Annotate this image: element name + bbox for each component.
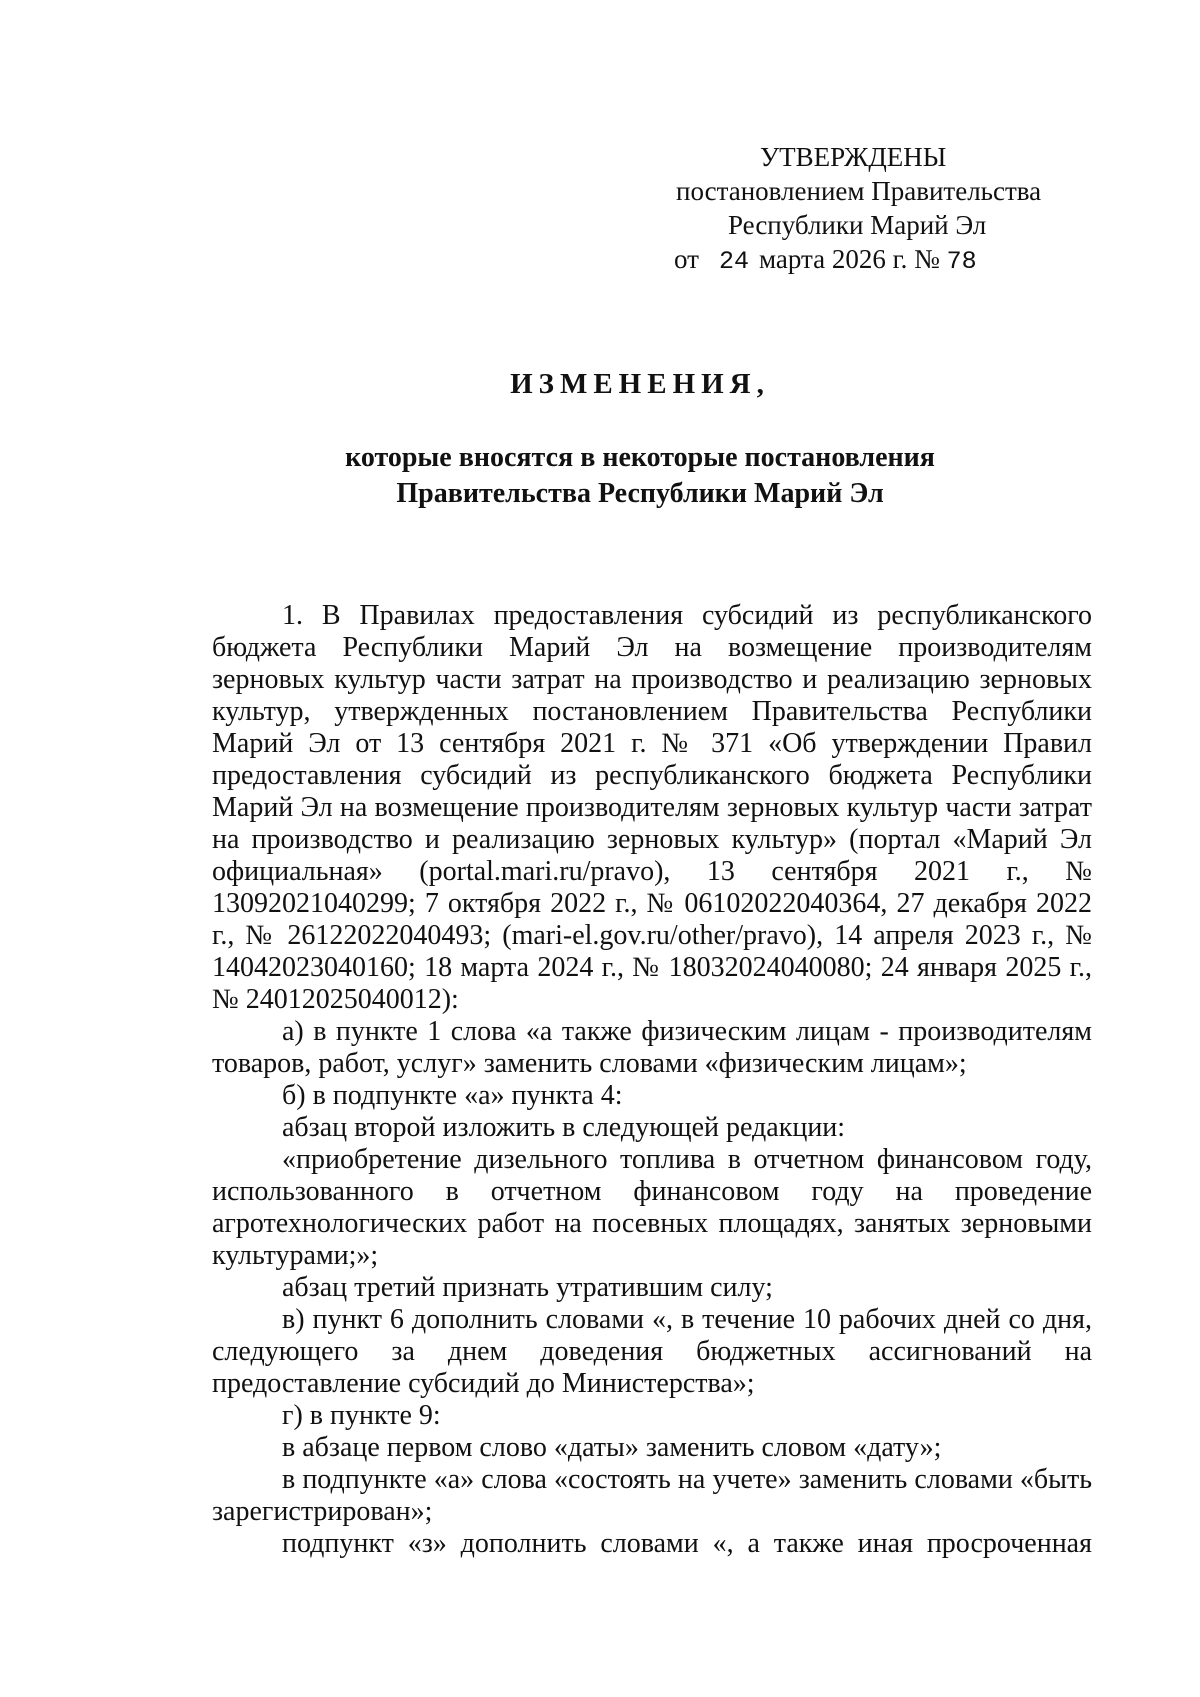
- approval-heading: УТВЕРЖДЕНЫ: [760, 142, 947, 172]
- paragraph-a: а) в пункте 1 слова «а также физическим лицам - производителям товаров, работ, услуг» заменить словами «физическим лицам»;: [212, 1016, 1092, 1079]
- paragraph-g-3: подпункт «з» дополнить словами «, а также иная просроченная: [282, 1528, 1092, 1559]
- paragraph-b-2: «приобретение дизельного топлива в отчетном финансовом году, использованного в отчетном финансовом году на проведение агротехнологических работ на посевных площадях, занятых зерновыми культурами;»;: [212, 1144, 1092, 1271]
- approval-number: 78: [946, 247, 977, 276]
- document-body: [212, 600, 1092, 1560]
- approval-line-3: Республики Марий Эл: [728, 210, 987, 240]
- approval-line-2: постановлением Правительства: [676, 176, 1042, 206]
- subtitle-line-1: которые вносятся в некоторые постановления: [345, 442, 935, 473]
- document-title: ИЗМЕНЕНИЯ,: [510, 368, 770, 400]
- paragraph-g-2: в подпункте «а» слова «состоять на учете» заменить словами «быть зарегистрирован»;: [212, 1464, 1092, 1527]
- paragraph-g: г) в пункте 9:: [282, 1400, 441, 1431]
- paragraph-g-1: в абзаце первом слово «даты» заменить словом «дату»;: [282, 1432, 942, 1463]
- paragraph-b: б) в подпункте «а» пункта 4:: [282, 1080, 623, 1111]
- subtitle-line-2: Правительства Республики Марий Эл: [396, 478, 884, 509]
- date-prefix: от: [674, 244, 699, 274]
- number-sign: №: [914, 244, 940, 274]
- paragraph-b-1: абзац второй изложить в следующей редакции:: [282, 1112, 846, 1143]
- approval-day: 24: [718, 247, 749, 276]
- approval-date-line: [660, 242, 1080, 279]
- document-subtitle: [0, 440, 1200, 512]
- approval-stamp: [660, 140, 1080, 279]
- paragraph-1: 1. В Правилах предоставления субсидий из республиканского бюджета Республики Марий Эл на возмещение производителям зерновых культур части затрат на производство и реализацию зерновых культур, утвержденных постановлением Правительства Республики Марий Эл от 13 сентября 2021 г. № 371 «Об утверждении Правил предоставления субсидий из республиканского бюджета Республики Марий Эл на возмещение производителям зерновых культур части затрат на производство и реализацию зерновых культур» (портал «Марий Эл официальная» (portal.mari.ru/pravo), 13 сентября 2021 г., № 13092021040299; 7 октября 2022 г., № 06102022040364, 27 декабря 2022 г., № 26122022040493; (mari-el.gov.ru/other/pravo), 14 апреля 2023 г., № 14042023040160; 18 марта 2024 г., № 18032024040080; 24 января 2025 г., № 24012025040012):: [212, 600, 1092, 1015]
- paragraph-v: в) пункт 6 дополнить словами «, в течение 10 рабочих дней со дня, следующего за днем доведения бюджетных ассигнований на предоставление субсидий до Министерства»;: [212, 1304, 1092, 1399]
- approval-month-year: марта 2026 г.: [758, 244, 908, 274]
- paragraph-b-3: абзац третий признать утратившим силу;: [282, 1272, 773, 1303]
